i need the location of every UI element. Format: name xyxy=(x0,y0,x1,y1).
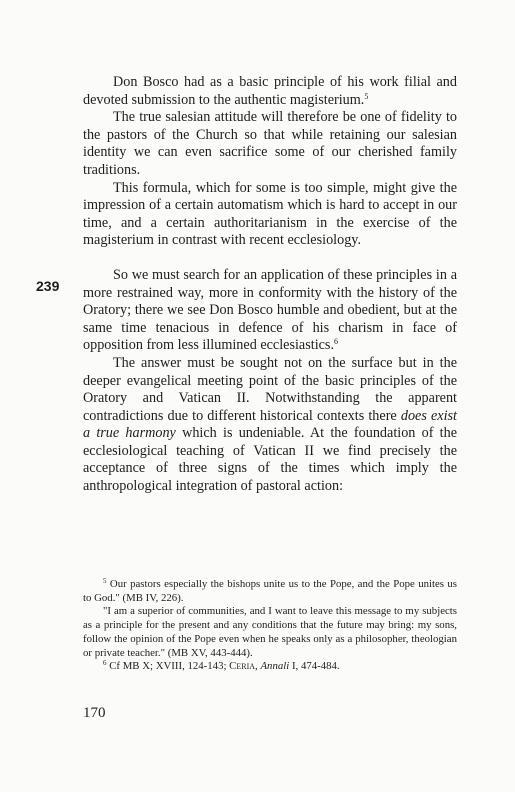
paragraph: Don Bosco had as a basic principle of his work filial and devoted submission to the authentic magisterium.$^5$ xyxy=(83,74,457,108)
page-number: 170 xyxy=(83,705,106,721)
footnotes xyxy=(83,578,457,674)
author-name: Ceria xyxy=(229,660,256,673)
paragraph: This formula, which for some is too simple, might give the impression of a certain automatism which is hard to accept in our time, and a certain authoritarianism in the exercise of the magisterium in contrast with recent ecclesiology. xyxy=(83,179,457,249)
paragraph-number: 239 xyxy=(36,278,60,294)
footnote-6: $^6$ Cf MB X; XVIII, 124-143; Ceria, Annali I, 474-484. xyxy=(103,659,340,673)
paragraph: The answer must be sought not on the surface but in the deeper evangelical meeting point of the basic principles of the Oratory and Vatican II. Notwithstanding the apparent contradictions due to different historical contexts there does exist a true harmony which is undeniable. At the foundation of the ecclesiological teaching of Vatican II we find precisely the acceptance of three signs of the times which imply the anthropological integration of pastoral action: xyxy=(83,354,458,495)
footnote-ref: 5 xyxy=(364,91,369,101)
book-title: Annali xyxy=(260,660,290,673)
main-text xyxy=(83,74,457,496)
paragraph: So we must search for an application of these principles in a more restrained way, more in conformity with the history of the Oratory; there we see Don Bosco humble and obedient, but at the same time tenacious in defence of his charism in face of opposition from less illumined ecclesiastics.$^6$ xyxy=(83,266,457,354)
paragraph: The true salesian attitude will therefore be one of fidelity to the pastors of the Church so that while retaining our salesian identity we can even sacrifice some of our cherished family traditions. xyxy=(83,109,457,178)
footnote-5-continued: "I am a superior of communities, and I want to leave this message to my subjects as a principle for the present and any conditions that the future may bring: my sons, follow the opinion of the Pope even when he speaks only as a philosopher, theologian or private teacher." (MB XV, 443-444). xyxy=(83,605,457,659)
footnote-5: $^5$ Our pastors especially the bishops unite us to the Pope, and the Pope unites us to God." (MB IV, 226). xyxy=(83,577,458,604)
footnote-ref: 6 xyxy=(334,337,338,347)
footnote-mark: 6 xyxy=(103,659,107,668)
footnote-mark: 5 xyxy=(103,577,107,585)
emphasis: does exist a true harmony xyxy=(83,407,457,442)
